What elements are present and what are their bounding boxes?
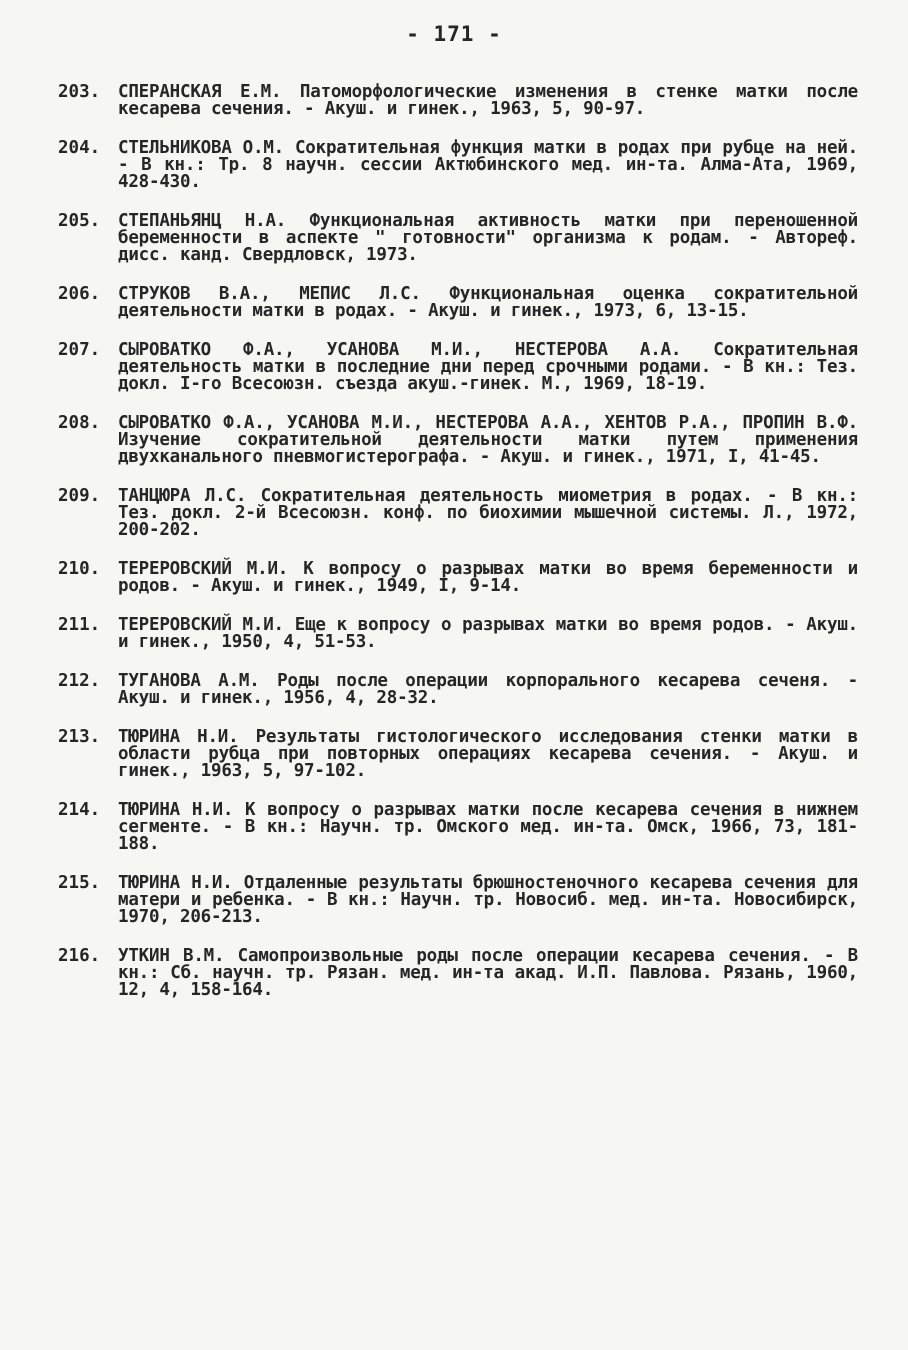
entry-text: СЫРОВАТКО Ф.А., УСАНОВА М.И., НЕСТЕРОВА А.А. Сократительная деятельность матки в последние дни перед срочными родами. - В кн.: Тез. докл. I-го Всесоюзн. съезда акуш.-гинек. М., 1969, 18-19. bbox=[118, 340, 858, 394]
bibliography-entry bbox=[58, 561, 858, 595]
entry-text: СТРУКОВ В.А., МЕПИС Л.С. Функциональная оценка сократительной деятельности матки в родах. - Акуш. и гинек., 1973, 6, 13-15. bbox=[118, 284, 858, 321]
entry-number: 216. bbox=[58, 946, 101, 966]
bibliography-entry bbox=[58, 617, 858, 651]
bibliography-list bbox=[58, 84, 858, 1021]
entry-text: ТЕРЕРОВСКИЙ М.И. Еще к вопросу о разрывах матки во время родов. - Акуш. и гинек., 1950, 4, 51-53. bbox=[118, 615, 858, 652]
entry-text: ТАНЦЮРА Л.С. Сократительная деятельность миометрия в родах. - В кн.: Тез. докл. 2-й Всесоюзн. конф. по биохимии мышечной системы. Л., 1972, 200-202. bbox=[118, 486, 858, 540]
entry-number: 213. bbox=[58, 727, 101, 747]
entry-number: 203. bbox=[58, 82, 101, 102]
entry-text: СТЕПАНЬЯНЦ Н.А. Функциональная активность матки при переношенной беременности в аспекте " готовности" организма к родам. - Автореф. дисс. канд. Свердловск, 1973. bbox=[118, 211, 858, 265]
bibliography-entry bbox=[58, 488, 858, 539]
entry-text: ТЮРИНА Н.И. К вопросу о разрывах матки после кесарева сечения в нижнем сегменте. - В кн.: Научн. тр. Омского мед. ин-та. Омск, 1966, 73, 181-188. bbox=[118, 800, 858, 854]
entry-text: ТУГАНОВА А.М. Роды после операции корпорального кесарева сеченя. - Акуш. и гинек., 1956, 4, 28-32. bbox=[118, 671, 858, 708]
bibliography-entry bbox=[58, 673, 858, 707]
entry-text: ТЮРИНА Н.И. Отдаленные результаты брюшностеночного кесарева сечения для матери и ребенка. - В кн.: Научн. тр. Новосиб. мед. ин-та. Новосибирск, 1970, 206-213. bbox=[118, 873, 858, 927]
bibliography-entry bbox=[58, 84, 858, 118]
bibliography-entry bbox=[58, 342, 858, 393]
entry-number: 209. bbox=[58, 486, 101, 506]
bibliography-entry bbox=[58, 213, 858, 264]
entry-number: 211. bbox=[58, 615, 101, 635]
bibliography-entry bbox=[58, 802, 858, 853]
page-number: - 171 - bbox=[406, 22, 502, 46]
entry-number: 206. bbox=[58, 284, 101, 304]
entry-number: 212. bbox=[58, 671, 101, 691]
bibliography-entry bbox=[58, 415, 858, 466]
bibliography-entry bbox=[58, 875, 858, 926]
bibliography-entry bbox=[58, 286, 858, 320]
entry-text: СПЕРАНСКАЯ Е.М. Патоморфологические изменения в стенке матки после кесарева сечения. - Акуш. и гинек., 1963, 5, 90-97. bbox=[118, 82, 858, 119]
entry-number: 210. bbox=[58, 559, 101, 579]
entry-number: 205. bbox=[58, 211, 101, 231]
bibliography-entry bbox=[58, 140, 858, 191]
entry-number: 215. bbox=[58, 873, 101, 893]
entry-number: 204. bbox=[58, 138, 101, 158]
bibliography-entry bbox=[58, 948, 858, 999]
entry-text: УТКИН В.М. Самопроизвольные роды после операции кесарева сечения. - В кн.: Сб. научн. тр. Рязан. мед. ин-та акад. И.П. Павлова. Рязань, 1960, 12, 4, 158-164. bbox=[118, 946, 858, 1000]
entry-number: 214. bbox=[58, 800, 101, 820]
entry-text: ТЮРИНА Н.И. Результаты гистологического исследования стенки матки в области рубца при повторных операциях кесарева сечения. - Акуш. и гинек., 1963, 5, 97-102. bbox=[118, 727, 858, 781]
entry-text: СТЕЛЬНИКОВА О.М. Сократительная функция матки в родах при рубце на ней. - В кн.: Тр. 8 научн. сессии Актюбинского мед. ин-та. Алма-Ата, 1969, 428-430. bbox=[118, 138, 858, 192]
bibliography-entry bbox=[58, 729, 858, 780]
entry-number: 208. bbox=[58, 413, 101, 433]
entry-text: ТЕРЕРОВСКИЙ М.И. К вопросу о разрывах матки во время беременности и родов. - Акуш. и гинек., 1949, I, 9-14. bbox=[118, 559, 858, 596]
entry-text: СЫРОВАТКО Ф.А., УСАНОВА М.И., НЕСТЕРОВА А.А., ХЕНТОВ Р.А., ПРОПИН В.Ф. Изучение сократительной деятельности матки путем применения двухканального пневмогистерографа. - Акуш. и гинек., 1971, I, 41-45. bbox=[118, 413, 858, 467]
entry-number: 207. bbox=[58, 340, 101, 360]
